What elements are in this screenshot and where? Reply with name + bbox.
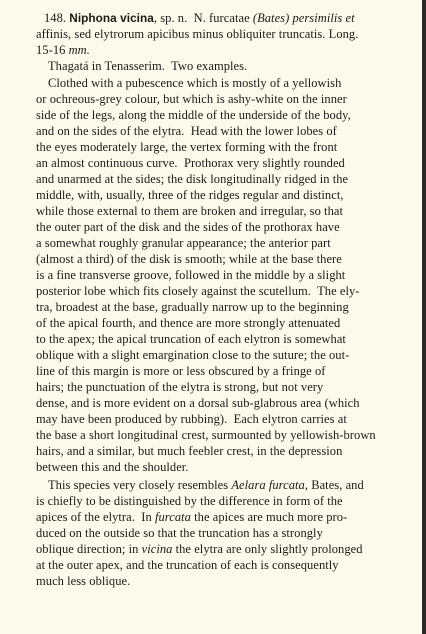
comparison-line-3: [36, 510, 347, 525]
description-line: the outer part of the disk and the sides of the prothorax have: [36, 220, 340, 234]
comparison-text: the elytra are only slightly prolonged: [172, 542, 363, 556]
description-line: an almost continuous curve. Prothorax very slightly rounded: [36, 156, 345, 170]
comparison-text: apices of the elytra. In: [36, 510, 155, 524]
latin-diagnosis-2: affinis, sed elytrorum apicibus minus obliquiter truncatis. Long.: [36, 27, 359, 41]
description-line: and on the sides of the elytra. Head with the lower lobes of: [36, 124, 337, 138]
description-line: hairs; the punctuation of the elytra is strong, but not very: [36, 380, 324, 394]
entry-header-line-1: [44, 11, 355, 26]
description-line: between this and the shoulder.: [36, 460, 189, 474]
description-line: Clothed with a pubescence which is mostly of a yellowish: [48, 76, 342, 90]
comparison-line-7: much less oblique.: [36, 574, 131, 588]
author-name: (Bates): [252, 11, 290, 25]
description-line: while those external to them are broken and irregular, so that: [36, 204, 344, 218]
entry-number: 148.: [44, 11, 67, 25]
species-ref-vicina: vicina: [141, 542, 173, 556]
description-line: or ochreous-grey colour, but which is ashy-white on the inner: [36, 92, 347, 106]
length-unit: mm.: [68, 43, 90, 57]
description-line: is a fine transverse groove, followed in the middle by a slight: [36, 268, 346, 282]
description-line: dense, and is more evident on a dorsal sub-glabrous area (which: [36, 396, 360, 410]
description-line: side of the legs, along the middle of the underside of the body,: [36, 108, 351, 122]
description-line: middle, with, usually, three of the ridges regular and distinct,: [36, 188, 344, 202]
locality: Thagatá in Tenasserim. Two examples.: [48, 59, 248, 73]
comparison-line-4: duced on the outside so that the truncation has a strongly: [36, 526, 323, 540]
length-line: [36, 43, 90, 58]
page-edge: [422, 0, 426, 634]
description-line: line of this margin is more or less obscured by a fringe of: [36, 364, 326, 378]
description-line: (almost a third) of the disk is smooth; while at the base there: [36, 252, 342, 266]
comparison-line-6: at the outer apex, and the truncation of each is consequently: [36, 558, 339, 572]
comparison-line-1: [48, 478, 364, 493]
species-name: Niphona vicina: [69, 11, 154, 25]
comparison-line-5: [36, 542, 363, 557]
comparison-text: the apices are much more pro-: [190, 510, 348, 524]
comparison-line-2: is chiefly to be distinguished by the difference in form of the: [36, 494, 343, 508]
description-line: the eyes moderately large, the vertex forming with the front: [36, 140, 338, 154]
description-line: a somewhat roughly granular appearance; the anterior part: [36, 236, 331, 250]
description-line: may have been produced by rubbing). Each elytron carries at: [36, 412, 347, 426]
description-line: of the apical fourth, and thence are more strongly attenuated: [36, 316, 341, 330]
comparison-text: oblique direction; in: [36, 542, 142, 556]
latin-diagnosis-1: persimilis et: [289, 11, 355, 25]
description-line: hairs, and a similar, but much feebler crest, in the depression: [36, 444, 343, 458]
description-line: the base a short longitudinal crest, surmounted by yellowish-brown: [36, 428, 376, 442]
description-line: posterior lobe which fits closely against the scutellum. The ely-: [36, 284, 360, 298]
description-line: tra, broadest at the base, gradually narrow up to the beginning: [36, 300, 349, 314]
comparison-text: , Bates, and: [304, 478, 364, 492]
comparison-text: This species very closely resembles: [48, 478, 232, 492]
description-line: to the apex; the apical truncation of each elytron is somewhat: [36, 332, 346, 346]
header-text: , sp. n. N. furcatae: [153, 11, 253, 25]
description-line: oblique with a slight emargination close to the suture; the out-: [36, 348, 350, 362]
species-ref-aelara-furcata: Aelara furcata: [231, 478, 305, 492]
description-line: and unarmed at the sides; the disk longitudinally ridged in the: [36, 172, 349, 186]
species-ref-furcata: furcata: [154, 510, 191, 524]
length-value: 15-16: [36, 43, 69, 57]
